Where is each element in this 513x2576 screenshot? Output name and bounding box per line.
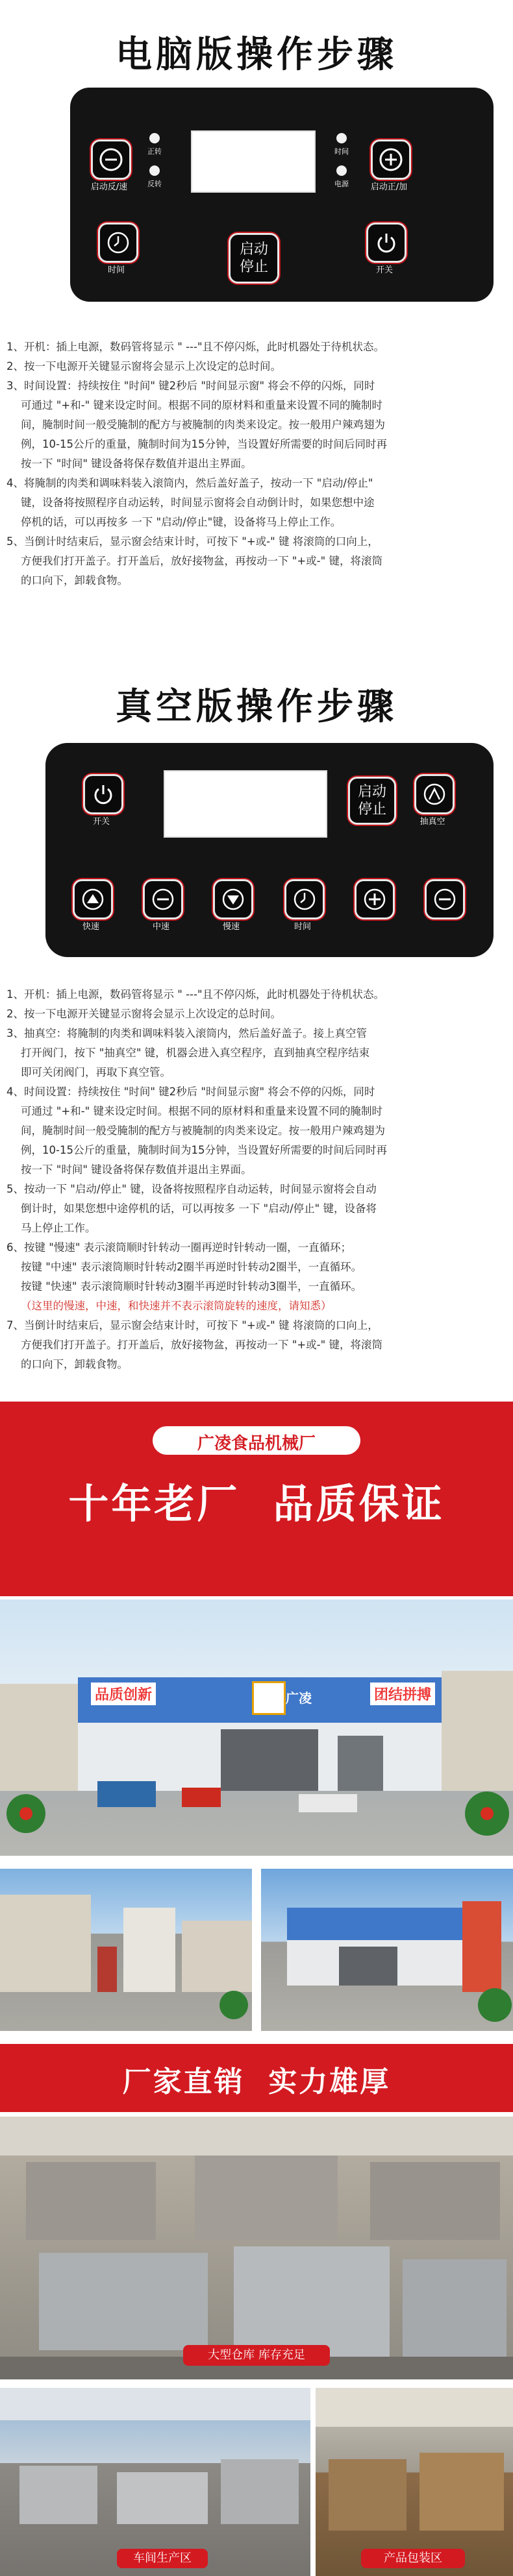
step-line: 3、抽真空：将腌制的肉类和调味料装入滚筒内，然后盖好盖子。接上真空管 bbox=[6, 1027, 367, 1039]
slow-speed-button[interactable] bbox=[213, 879, 253, 919]
power-button[interactable] bbox=[366, 223, 407, 263]
direct-sales-banner bbox=[0, 2044, 513, 2112]
start-label: 启动 bbox=[239, 241, 268, 258]
reverse-indicator-dot bbox=[149, 165, 160, 176]
warehouse-photo bbox=[0, 2117, 513, 2379]
step-line: 按键 "快速" 表示滚筒顺时针转动3圈半再逆时针转动3圈半，一直循环。 bbox=[21, 1280, 362, 1293]
power-icon bbox=[90, 781, 116, 807]
slow-speed-label: 慢速 bbox=[222, 922, 240, 932]
step-line: 即可关闭阀门，再取下真空管。 bbox=[21, 1066, 171, 1078]
factory-sign-right: 团结拼搏 bbox=[370, 1683, 435, 1705]
step-line: 2、按一下电源开关键显示窗将会显示上次设定的总时间。 bbox=[6, 360, 281, 372]
stop-label: 停止 bbox=[357, 801, 386, 818]
time-display-screen bbox=[164, 770, 327, 838]
plus-icon bbox=[378, 147, 404, 173]
packing-illustration bbox=[316, 2388, 513, 2576]
vacuum-control-panel bbox=[45, 743, 494, 957]
stop-label: 停止 bbox=[239, 259, 268, 275]
warehouse-caption: 大型仓库 库存充足 bbox=[183, 2345, 330, 2366]
plus-icon bbox=[362, 886, 388, 912]
fast-arrow-icon bbox=[80, 886, 106, 912]
time-indicator-label: 时间 bbox=[334, 147, 349, 156]
forward-indicator-dot bbox=[149, 133, 160, 143]
company-name: 广凌食品机械厂 bbox=[197, 1434, 316, 1453]
step-line: 7、当倒计时结束后，显示窗会结束计时，可按下 "+或-" 键 将滚筒的口向上， bbox=[6, 1319, 379, 1331]
workshop-photo bbox=[0, 2388, 310, 2576]
power-button[interactable] bbox=[83, 774, 123, 814]
time-button-label: 时间 bbox=[294, 922, 311, 932]
company-banner bbox=[0, 1402, 513, 1596]
power-icon bbox=[373, 230, 399, 256]
time-display-screen bbox=[191, 130, 316, 193]
power-button-label: 开关 bbox=[375, 265, 393, 275]
power-indicator-dot bbox=[336, 165, 347, 176]
packing-photo bbox=[316, 2388, 513, 2576]
plus-button[interactable] bbox=[371, 140, 411, 180]
step-line: 方便我们打开盖子。打开盖后，放好接物盆，再按动一下 "+或-" 键，将滚筒 bbox=[21, 1339, 382, 1351]
workshop-illustration bbox=[0, 2388, 310, 2576]
packing-caption: 产品包装区 bbox=[361, 2549, 465, 2568]
step-note: （这里的慢速，中速，和快速并不表示滚筒旋转的速度，请知悉） bbox=[21, 1300, 332, 1312]
company-slogan: 十年老厂 品质保证 bbox=[68, 1480, 445, 1527]
step-line: 马上停止工作。 bbox=[21, 1222, 96, 1234]
step-line: 可通过 "+和-" 键来设定时间。根据不同的原材料和重量来设置不同的腌制时 bbox=[21, 399, 382, 411]
section1-title: 电脑版操作步骤 bbox=[116, 34, 397, 76]
step-line: 方便我们打开盖子。打开盖后，放好接物盆，再按动一下 "+或-" 键，将滚筒 bbox=[21, 555, 382, 567]
fast-speed-button[interactable] bbox=[73, 879, 113, 919]
left-button-label: 启动反/速 bbox=[90, 182, 128, 192]
slow-arrow-icon bbox=[220, 886, 246, 912]
workshop-caption: 车间生产区 bbox=[117, 2549, 208, 2568]
step-line: 按一下 "时间" 键设备将保存数值并退出主界面。 bbox=[21, 457, 252, 470]
vacuum-button[interactable] bbox=[414, 774, 455, 814]
step-line: 停机的话，可以再按多 一下 "启动/停止"键，设备将马上停止工作。 bbox=[21, 516, 342, 528]
step-line: 倒计时，如果您想中途停机的话，可以再按多 一下 "启动/停止" 键，设备将 bbox=[21, 1202, 377, 1215]
start-label: 启动 bbox=[357, 784, 386, 800]
step-line: 3、时间设置：持续按住 "时间" 键2秒后 "时间显示窗" 将会不停的闪烁，同时 bbox=[6, 380, 375, 392]
time-button-label: 时间 bbox=[107, 265, 125, 275]
warehouse-illustration bbox=[0, 2117, 513, 2379]
power-button-label: 开关 bbox=[92, 817, 110, 827]
step-line: 可通过 "+和-" 键来设定时间。根据不同的原材料和重量来设置不同的腌制时 bbox=[21, 1105, 382, 1117]
vacuum-button-label: 抽真空 bbox=[419, 817, 445, 827]
start-stop-button[interactable] bbox=[348, 777, 396, 825]
medium-minus-icon bbox=[150, 886, 176, 912]
step-line: 4、时间设置：持续按住 "时间" 键2秒后 "时间显示窗" 将会不停的闪烁，同时 bbox=[6, 1086, 375, 1098]
vacuum-icon bbox=[421, 781, 447, 807]
factory-main-photo bbox=[0, 1599, 513, 1856]
factory-logo bbox=[252, 1681, 286, 1715]
minus-button[interactable] bbox=[425, 879, 465, 919]
computer-control-panel bbox=[70, 88, 494, 302]
forward-indicator-label: 正转 bbox=[147, 147, 162, 156]
time-indicator-dot bbox=[336, 133, 347, 143]
step-line: 打开阀门，按下 "抽真空" 键，机器会进入真空程序，直到抽真空程序结束 bbox=[21, 1047, 370, 1059]
step-line: 4、将腌制的肉类和调味料装入滚筒内，然后盖好盖子，按动一下 "启动/停止" bbox=[6, 477, 373, 489]
plus-button[interactable] bbox=[355, 879, 395, 919]
factory-entrance-photo bbox=[261, 1869, 513, 2031]
factory-building-illustration bbox=[0, 1599, 513, 1856]
start-stop-button[interactable] bbox=[229, 233, 279, 284]
section2-title: 真空版操作步骤 bbox=[116, 686, 397, 728]
step-line: 5、按动一下 "启动/停止" 键，设备将按照程序自动运转，时间显示窗将会自动 bbox=[6, 1183, 377, 1195]
right-button-label: 启动正/加 bbox=[370, 182, 408, 192]
step-line: 按键 "中速" 表示滚筒顺时针转动2圈半再逆时针转动2圈半，一直循环。 bbox=[21, 1261, 362, 1273]
step-line: 的口向下，卸载食物。 bbox=[21, 1358, 128, 1370]
step-line: 键，设备将按照程序自动运转，时间显示窗将会自动倒计时，如果您想中途 bbox=[21, 496, 375, 509]
minus-button[interactable] bbox=[91, 140, 131, 180]
step-line: 6、按键 "慢速" 表示滚筒顺时针转动一圈再逆时针转动一圈，一直循环； bbox=[6, 1241, 352, 1254]
street-illustration bbox=[0, 1869, 252, 2031]
fast-speed-label: 快速 bbox=[82, 922, 99, 932]
medium-speed-button[interactable] bbox=[143, 879, 183, 919]
step-line: 1、开机：插上电源，数码管将显示 " ---"且不停闪烁，此时机器处于待机状态。 bbox=[6, 988, 385, 1001]
factory-logo-text: 广凌 bbox=[286, 1690, 312, 1706]
reverse-indicator-label: 反转 bbox=[147, 180, 162, 188]
factory-street-photo bbox=[0, 1869, 252, 2031]
step-line: 5、当倒计时结束后，显示窗会结束计时，可按下 "+或-" 键 将滚筒的口向上， bbox=[6, 535, 379, 548]
minus-icon bbox=[98, 147, 124, 173]
medium-speed-label: 中速 bbox=[152, 922, 169, 932]
entrance-illustration bbox=[261, 1869, 513, 2031]
step-line: 的口向下，卸载食物。 bbox=[21, 574, 128, 587]
minus-icon bbox=[432, 886, 458, 912]
step-line: 间，腌制时间一般受腌制的配方与被腌制的肉类来设定。按一般用户辣鸡翅为 bbox=[21, 1124, 385, 1137]
power-indicator-label: 电源 bbox=[334, 180, 349, 188]
step-line: 例，10-15公斤的重量，腌制时间为15分钟，当设置好所需要的时间后同时再 bbox=[21, 1144, 387, 1156]
section1-steps bbox=[6, 337, 507, 590]
step-line: 例，10-15公斤的重量，腌制时间为15分钟，当设置好所需要的时间后同时再 bbox=[21, 438, 387, 450]
step-line: 1、开机：插上电源，数码管将显示 " ---"且不停闪烁，此时机器处于待机状态。 bbox=[6, 341, 385, 353]
time-button[interactable] bbox=[284, 879, 325, 919]
step-line: 按一下 "时间" 键设备将保存数值并退出主界面。 bbox=[21, 1163, 252, 1176]
time-button[interactable] bbox=[98, 223, 138, 263]
clock-icon bbox=[292, 886, 318, 912]
clock-icon bbox=[105, 230, 131, 256]
factory-sign-left: 品质创新 bbox=[91, 1683, 156, 1705]
direct-sales-slogan: 厂家直销 实力雄厚 bbox=[122, 2065, 391, 2098]
step-line: 2、按一下电源开关键显示窗将会显示上次设定的总时间。 bbox=[6, 1008, 281, 1020]
step-line: 间，腌制时间一般受腌制的配方与被腌制的肉类来设定。按一般用户辣鸡翅为 bbox=[21, 419, 385, 431]
section2-steps bbox=[6, 985, 507, 1374]
